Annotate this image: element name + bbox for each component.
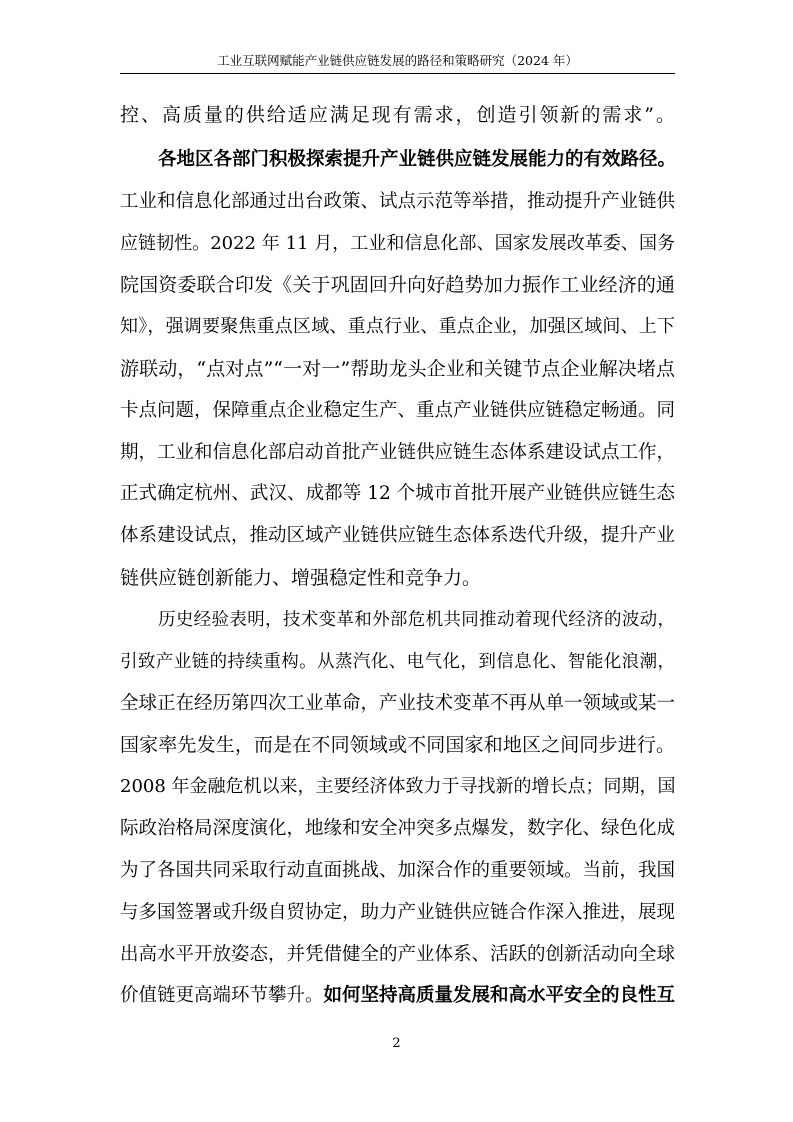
text-line: 应链韧性。2022 年 11 月，工业和信息化部、国家发展改革委、国务	[120, 233, 675, 254]
text-line: 际政治格局深度演化，地缘和安全冲突多点爆发，数字化、绿色化成	[120, 818, 676, 839]
text-line: 知》，强调要聚焦重点区域、重点行业、重点企业，加强区域间、上下	[120, 316, 675, 337]
text-line: 价值链更高端环节攀升。如何坚持高质量发展和高水平安全的良性互	[120, 985, 676, 1006]
text-line: 期，工业和信息化部启动首批产业链供应链生态体系建设试点工作，	[120, 442, 676, 463]
text-line: 院国资委联合印发《关于巩固回升向好趋势加力振作工业经济的通	[120, 274, 675, 296]
text-line: 全球正在经历第四次工业革命，产业技术变革不再从单一领域或某一	[120, 693, 676, 714]
text-line: 控、高质量的供给适应满足现有需求，创造引领新的需求”。	[120, 104, 675, 126]
text-line: 引致产业链的持续重构。从蒸汽化、电气化，到信息化、智能化浪潮，	[120, 652, 675, 672]
text-line: 出高水平开放姿态，并凭借健全的产业体系、活跃的创新活动向全球	[120, 944, 676, 965]
text-line: 与多国签署或升级自贸协定，助力产业链供应链合作深入推进，展现	[120, 902, 676, 923]
text-line: 游联动，“点对点”“一对一”帮助龙头企业和关键节点企业解决堵点	[120, 358, 675, 380]
text-line: 正式确定杭州、武汉、成都等 12 个城市首批开展产业链供应链生态	[120, 483, 675, 504]
text-line: 2008 年金融危机以来，主要经济体致力于寻找新的增长点；同期，国	[120, 776, 676, 797]
text-line: 链供应链创新能力、增强稳定性和竞争力。	[120, 567, 482, 589]
page-number: 2	[392, 1036, 401, 1051]
running-header: 工业互联网赋能产业链供应链发展的路径和策略研究（2024 年）	[217, 53, 578, 68]
text-line: 历史经验表明，技术变革和外部危机共同推动着现代经济的波动，	[158, 610, 675, 630]
text-line: 为了各国共同采取行动直面挑战、加深合作的重要领域。当前，我国	[120, 860, 676, 881]
text-line: 卡点问题，保障重点企业稳定生产、重点产业链供应链稳定畅通。同	[120, 400, 676, 421]
bold-phrase: 如何坚持高质量发展和高水平安全的良性互	[323, 985, 676, 1006]
text-line: 各地区各部门积极探索提升产业链供应链发展能力的有效路径。	[158, 149, 677, 170]
header-rule	[120, 73, 675, 74]
text-line: 工业和信息化部通过出台政策、试点示范等举措，推动提升产业链供	[120, 191, 676, 212]
text-line: 国家率先发生，而是在不同领域或不同国家和地区之间同步进行。	[120, 734, 675, 756]
text-line: 体系建设试点，推动区域产业链供应链生态体系迭代升级，提升产业	[120, 525, 676, 546]
